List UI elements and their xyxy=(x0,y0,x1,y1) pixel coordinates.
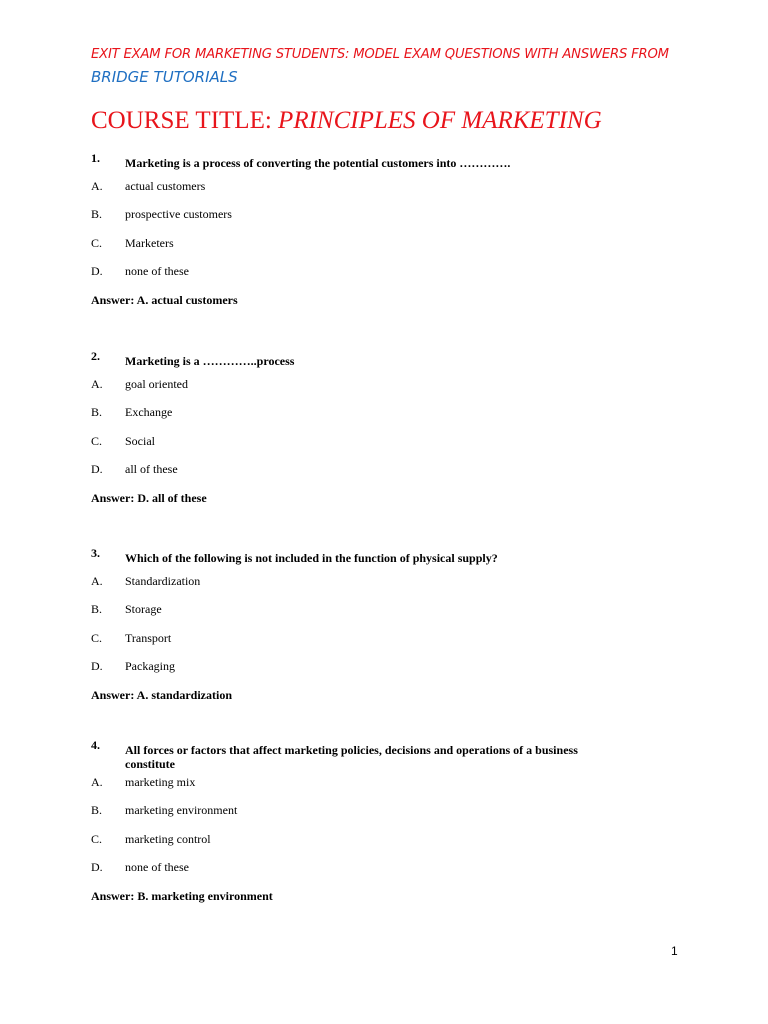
option-text: none of these xyxy=(125,860,189,874)
question-text: Marketing is a process of converting the potential customers into …………. xyxy=(125,156,511,170)
option-letter: B. xyxy=(91,602,103,616)
option-text: marketing mix xyxy=(125,775,196,789)
option-text: Packaging xyxy=(125,659,175,673)
question-text: Marketing is a …………..process xyxy=(125,354,295,368)
option-letter: A. xyxy=(91,574,103,588)
course-title-label: COURSE TITLE: xyxy=(91,107,272,134)
option-text: none of these xyxy=(125,264,189,278)
course-title xyxy=(91,107,602,135)
option-text: prospective customers xyxy=(125,207,232,221)
question-number: 3. xyxy=(91,546,100,560)
answer-line: Answer: D. all of these xyxy=(91,491,207,505)
answer-line: Answer: B. marketing environment xyxy=(91,889,273,903)
exam-header-source: BRIDGE TUTORIALS xyxy=(91,68,238,86)
question-text: Which of the following is not included in the function of physical supply? xyxy=(125,551,498,565)
option-letter: C. xyxy=(91,832,103,846)
question-4 xyxy=(91,738,651,903)
option-letter: C. xyxy=(91,434,103,448)
question-text: All forces or factors that affect marketing policies, decisions and operations of a business constitute xyxy=(125,743,578,771)
question-stem xyxy=(91,349,651,368)
option-letter: D. xyxy=(91,462,103,476)
option-letter: C. xyxy=(91,631,103,645)
option-text: Marketers xyxy=(125,236,174,250)
option-letter: A. xyxy=(91,775,103,789)
option-letter: D. xyxy=(91,860,103,874)
option-letter: D. xyxy=(91,264,103,278)
option-letter: C. xyxy=(91,236,103,250)
option-text: Storage xyxy=(125,602,162,616)
question-3 xyxy=(91,546,651,702)
course-title-value: PRINCIPLES OF MARKETING xyxy=(278,107,602,134)
option-letter: D. xyxy=(91,659,103,673)
question-number: 2. xyxy=(91,349,100,363)
answer-line: Answer: A. actual customers xyxy=(91,293,238,307)
option-text: Standardization xyxy=(125,574,201,588)
question-2 xyxy=(91,349,651,505)
question-stem xyxy=(91,738,651,771)
option-letter: A. xyxy=(91,179,103,193)
question-1 xyxy=(91,151,651,307)
option-text: Transport xyxy=(125,631,172,645)
exam-header-title: EXIT EXAM FOR MARKETING STUDENTS: MODEL EXAM QUESTIONS WITH ANSWERS FROM xyxy=(91,47,669,62)
option-text: goal oriented xyxy=(125,377,188,391)
option-text: marketing control xyxy=(125,832,211,846)
option-text: Social xyxy=(125,434,155,448)
question-number: 1. xyxy=(91,151,100,165)
option-letter: B. xyxy=(91,207,103,221)
page-number: 1 xyxy=(671,944,678,958)
option-letter: B. xyxy=(91,803,103,817)
answer-line: Answer: A. standardization xyxy=(91,688,233,702)
option-text: actual customers xyxy=(125,179,206,193)
option-text: marketing environment xyxy=(125,803,238,817)
question-stem xyxy=(91,151,651,170)
question-number: 4. xyxy=(91,738,100,752)
option-letter: B. xyxy=(91,405,103,419)
question-stem xyxy=(91,546,651,565)
option-letter: A. xyxy=(91,377,103,391)
option-text: Exchange xyxy=(125,405,173,419)
option-text: all of these xyxy=(125,462,178,476)
